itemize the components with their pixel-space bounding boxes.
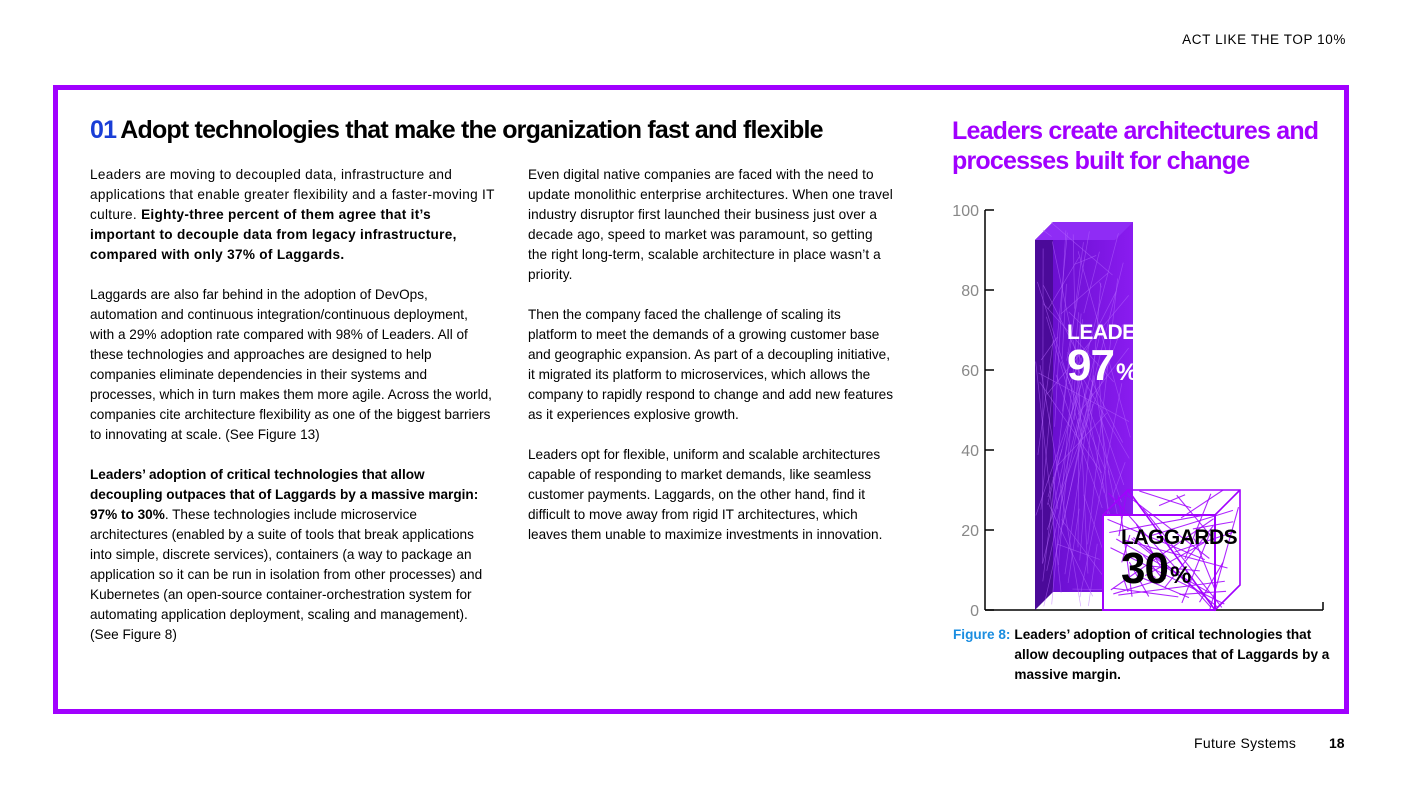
bar-edge — [1215, 490, 1240, 515]
paragraph-emphasis: Eighty-three percent of them agree that it’s important to decouple data from legacy infrastructure, compared with only 37% of Laggards. — [90, 207, 457, 262]
paragraph: Then the company faced the challenge of scaling its platform to meet the demands of a growing customer base and geographic expansion. As part of a decoupling initiative, it migrated its platform to microservices, which allows the company to rapidly respond to change and add new features as it experiences explosive growth. — [528, 307, 894, 422]
paragraph — [90, 465, 495, 645]
bar-value-unit: % — [1169, 562, 1192, 589]
figure-label: Figure 8: — [953, 627, 1011, 642]
y-tick-label: 40 — [961, 443, 979, 460]
section-title — [90, 116, 823, 145]
figure-caption-text: Leaders’ adoption of critical technologies that allow decoupling outpaces that of Laggards by a massive margin. — [1014, 627, 1330, 682]
bar-chart — [935, 195, 1335, 625]
footer-publication: Future Systems — [1194, 735, 1297, 751]
bar-texture-line — [1139, 491, 1191, 508]
body-column-right — [528, 165, 893, 565]
running-header: ACT LIKE THE TOP 10% — [1182, 32, 1346, 47]
bar-category-label: LAGGARDS — [1121, 526, 1238, 549]
paragraph-text: Leaders are moving to decoupled data, infrastructure and applications that enable greater flexibility and a faster-moving IT culture. — [90, 167, 495, 222]
y-tick-label: 0 — [970, 603, 979, 620]
figure-caption — [953, 625, 1333, 685]
bar-value-label: 30 — [1121, 544, 1168, 593]
paragraph: Laggards are also far behind in the adoption of DevOps, automation and continuous integration/continuous deployment, with a 29% adoption rate compared with 98% of Leaders. All of these technologies and approaches are designed to help companies eliminate dependencies in their systems and processes, which in turn makes them more agile. Across the world, companies cite architecture flexibility as one of the biggest barriers to innovating at scale. (See Figure 13) — [90, 287, 492, 442]
y-tick-label: 60 — [961, 363, 979, 380]
bar-category-label: LEADERS — [1067, 321, 1164, 344]
y-tick-label: 100 — [952, 203, 979, 220]
y-tick-label: 20 — [961, 523, 979, 540]
bar-value-label: 97 — [1067, 341, 1114, 390]
page-number: 18 — [1329, 735, 1345, 751]
y-tick-label: 80 — [961, 283, 979, 300]
paragraph-emphasis: Leaders’ adoption of critical technologies that allow decoupling outpaces that of Laggards by a massive margin: 97% to 30% — [90, 467, 479, 522]
sidebar-heading: Leaders create architectures and processes built for change — [952, 117, 1319, 175]
section-title-text: Adopt technologies that make the organization fast and flexible — [120, 116, 823, 144]
paragraph — [90, 165, 495, 265]
paragraph: Leaders opt for flexible, uniform and scalable architectures capable of responding to market demands, like seamless customer payments. Laggards, on the other hand, find it difficult to move away from rigid IT architectures, which leaves them unable to maximize investments in innovation. — [528, 447, 883, 542]
bar-value-unit: % — [1115, 359, 1138, 386]
bar-side-face — [1035, 222, 1053, 610]
paragraph: Even digital native companies are faced with the need to update monolithic enterprise architectures. When one travel industry disruptor first launched their business just over a decade ago, speed to market was paramount, so getting the right long-term, scalable architecture in place wasn’t a priority. — [528, 167, 893, 282]
section-number: 01 — [90, 116, 117, 144]
paragraph-text: . These technologies include microservice architectures (enabled by a suite of tools that break applications into simple, discrete services), containers (a way to package an application so it can be run in isolation from other processes) and Kubernetes (an open-source container-orchestration system for automating application deployment, scaling and management). (See Figure 8) — [90, 507, 483, 642]
body-column-left — [90, 165, 495, 665]
